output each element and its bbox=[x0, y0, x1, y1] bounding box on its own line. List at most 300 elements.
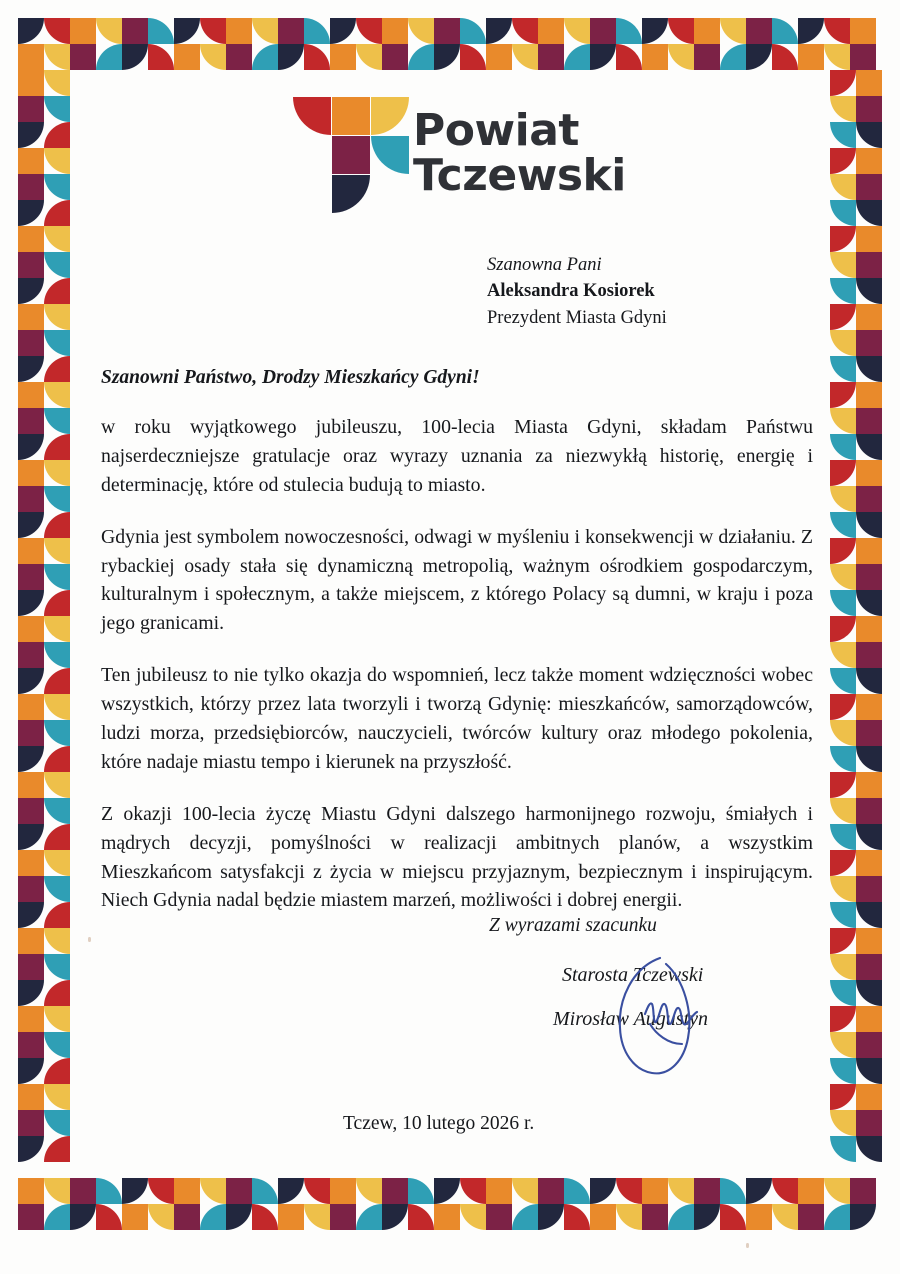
border-tile bbox=[44, 122, 70, 148]
border-tile bbox=[44, 1136, 70, 1162]
border-tile bbox=[18, 564, 44, 590]
border-tile bbox=[830, 1032, 856, 1058]
logo-tile bbox=[332, 97, 370, 135]
border-tile bbox=[18, 954, 44, 980]
border-tile bbox=[304, 1204, 330, 1230]
border-tile bbox=[830, 850, 856, 876]
border-tile bbox=[18, 434, 44, 460]
border-tile bbox=[616, 18, 642, 44]
border-tile bbox=[830, 330, 856, 356]
border-tile bbox=[856, 538, 882, 564]
border-tile bbox=[330, 18, 356, 44]
logo-tile bbox=[332, 136, 370, 174]
border-tile bbox=[746, 1204, 772, 1230]
border-tile bbox=[798, 1204, 824, 1230]
logo-mark-icon bbox=[293, 97, 393, 213]
border-tile bbox=[830, 824, 856, 850]
border-tile bbox=[720, 18, 746, 44]
border-tile bbox=[830, 408, 856, 434]
border-tile bbox=[830, 252, 856, 278]
border-tile bbox=[44, 1178, 70, 1204]
addressee-name: Aleksandra Kosiorek bbox=[487, 281, 655, 302]
border-tile bbox=[564, 1178, 590, 1204]
paragraph: Z okazji 100-lecia życzę Miastu Gdyni dalszego harmonijnego rozwoju, śmiałych i mądrych decyzji, pomyślności w realizacji ambitnych planów, a wszystkim Mieszkańcom satysfakcji z życia w miejscu przyjaznym, bezpiecznym i inspirującym. Niech Gdynia nadal będzie miastem marzeń, możliwości i dobrej energii. bbox=[101, 802, 813, 912]
addressee-title: Prezydent Miasta Gdyni bbox=[487, 307, 667, 328]
paragraph: Gdynia jest symbolem nowoczesności, odwagi w myśleniu i konsekwencji w działaniu. Z rybackiej osady stała się dynamiczną metropolią, ważnym ośrodkiem gospodarczym, kulturalnym i społecznym, a także miejscem, z którego Polacy są dumni, w kraju i poza jego granicami. bbox=[101, 525, 813, 635]
border-tile bbox=[44, 226, 70, 252]
border-tile bbox=[44, 330, 70, 356]
border-tile bbox=[70, 44, 96, 70]
border-tile bbox=[856, 512, 882, 538]
border-tile bbox=[856, 382, 882, 408]
border-tile bbox=[252, 1204, 278, 1230]
border-tile bbox=[382, 1204, 408, 1230]
border-tile bbox=[304, 18, 330, 44]
border-tile bbox=[830, 382, 856, 408]
border-tile bbox=[856, 1006, 882, 1032]
border-tile bbox=[200, 44, 226, 70]
border-tile bbox=[856, 746, 882, 772]
border-tile bbox=[460, 1204, 486, 1230]
border-tile bbox=[200, 1178, 226, 1204]
border-tile bbox=[304, 44, 330, 70]
border-tile bbox=[564, 1204, 590, 1230]
border-tile bbox=[18, 772, 44, 798]
border-tile bbox=[44, 148, 70, 174]
border-tile bbox=[856, 1136, 882, 1162]
border-tile bbox=[44, 902, 70, 928]
border-tile bbox=[668, 44, 694, 70]
border-tile bbox=[830, 356, 856, 382]
border-tile bbox=[44, 616, 70, 642]
border-tile bbox=[830, 122, 856, 148]
border-tile bbox=[694, 44, 720, 70]
border-tile bbox=[44, 1058, 70, 1084]
border-tile bbox=[856, 460, 882, 486]
border-tile bbox=[642, 44, 668, 70]
border-tile bbox=[460, 1178, 486, 1204]
border-tile bbox=[486, 1204, 512, 1230]
border-tile bbox=[356, 44, 382, 70]
border-tile bbox=[434, 1204, 460, 1230]
border-tile bbox=[538, 18, 564, 44]
border-tile bbox=[44, 44, 70, 70]
border-tile bbox=[18, 382, 44, 408]
border-tile bbox=[856, 928, 882, 954]
border-tile bbox=[824, 44, 850, 70]
border-tile bbox=[590, 44, 616, 70]
border-tile bbox=[18, 356, 44, 382]
border-tile bbox=[830, 1006, 856, 1032]
border-tile bbox=[44, 512, 70, 538]
border-tile bbox=[512, 1204, 538, 1230]
border-tile bbox=[856, 356, 882, 382]
border-tile bbox=[824, 1204, 850, 1230]
border-tile bbox=[850, 1204, 876, 1230]
border-tile bbox=[226, 44, 252, 70]
border-tile bbox=[486, 18, 512, 44]
border-tile bbox=[18, 174, 44, 200]
border-tile bbox=[174, 18, 200, 44]
border-tile bbox=[830, 460, 856, 486]
paragraph: Ten jubileusz to nie tylko okazja do wspomnień, lecz także moment wdzięczności wobec wszystkich, którzy przez lata tworzyli i tworzą Gdynię: mieszkańców, samorządowców, ludzi morza, przedsiębiorców, nauczycieli, twórców kultury oraz młodego pokolenia, które nadaje miastu tempo i kierunek na przyszłość. bbox=[101, 664, 813, 773]
border-tile bbox=[856, 954, 882, 980]
border-tile bbox=[642, 1178, 668, 1204]
border-tile bbox=[830, 590, 856, 616]
border-tile bbox=[18, 1136, 44, 1162]
border-tile bbox=[694, 1178, 720, 1204]
border-tile bbox=[96, 1204, 122, 1230]
border-tile bbox=[694, 18, 720, 44]
powiat-tczewski-logo bbox=[293, 97, 626, 213]
border-tile bbox=[856, 1084, 882, 1110]
border-tile bbox=[830, 564, 856, 590]
border-tile bbox=[18, 408, 44, 434]
border-tile bbox=[830, 928, 856, 954]
border-tile bbox=[44, 824, 70, 850]
border-tile bbox=[720, 1204, 746, 1230]
border-tile bbox=[772, 18, 798, 44]
border-tile bbox=[856, 1110, 882, 1136]
border-tile bbox=[18, 252, 44, 278]
border-tile bbox=[830, 980, 856, 1006]
border-tile bbox=[856, 720, 882, 746]
border-tile bbox=[830, 1136, 856, 1162]
border-tile bbox=[830, 96, 856, 122]
border-tile bbox=[856, 226, 882, 252]
border-tile bbox=[18, 746, 44, 772]
border-tile bbox=[304, 1178, 330, 1204]
border-tile bbox=[668, 1178, 694, 1204]
border-tile bbox=[830, 200, 856, 226]
border-tile bbox=[830, 278, 856, 304]
border-tile bbox=[356, 1178, 382, 1204]
border-tile bbox=[434, 44, 460, 70]
border-tile bbox=[44, 720, 70, 746]
border-tile bbox=[18, 538, 44, 564]
border-tile bbox=[830, 616, 856, 642]
border-tile bbox=[512, 18, 538, 44]
border-tile bbox=[856, 668, 882, 694]
border-tile bbox=[564, 44, 590, 70]
border-tile bbox=[830, 304, 856, 330]
border-tile bbox=[830, 434, 856, 460]
border-tile bbox=[18, 1058, 44, 1084]
border-tile bbox=[278, 18, 304, 44]
border-tile bbox=[850, 18, 876, 44]
border-tile bbox=[538, 1178, 564, 1204]
scan-artifact bbox=[88, 937, 91, 942]
border-tile bbox=[512, 1178, 538, 1204]
border-tile bbox=[44, 96, 70, 122]
border-tile bbox=[44, 876, 70, 902]
border-tile bbox=[18, 850, 44, 876]
border-tile bbox=[18, 642, 44, 668]
border-tile bbox=[44, 538, 70, 564]
border-tile bbox=[830, 720, 856, 746]
border-tile bbox=[830, 772, 856, 798]
border-tile bbox=[44, 590, 70, 616]
border-tile bbox=[252, 44, 278, 70]
border-tile bbox=[44, 382, 70, 408]
border-tile bbox=[856, 824, 882, 850]
border-tile bbox=[720, 1178, 746, 1204]
border-tile bbox=[18, 304, 44, 330]
border-tile bbox=[486, 1178, 512, 1204]
border-tile bbox=[642, 1204, 668, 1230]
logo-tile bbox=[371, 136, 409, 174]
border-tile bbox=[356, 18, 382, 44]
border-tile bbox=[226, 18, 252, 44]
border-tile bbox=[44, 18, 70, 44]
border-tile bbox=[278, 1204, 304, 1230]
border-tile bbox=[18, 616, 44, 642]
border-tile bbox=[850, 1178, 876, 1204]
border-tile bbox=[18, 902, 44, 928]
border-tile bbox=[174, 44, 200, 70]
border-tile bbox=[18, 122, 44, 148]
logo-tile bbox=[293, 97, 331, 135]
border-tile bbox=[668, 18, 694, 44]
border-tile bbox=[70, 18, 96, 44]
logo-wordmark bbox=[413, 105, 626, 201]
border-tile bbox=[856, 902, 882, 928]
border-tile bbox=[44, 1204, 70, 1230]
border-tile bbox=[148, 44, 174, 70]
border-tile bbox=[830, 512, 856, 538]
border-tile bbox=[200, 18, 226, 44]
border-tile bbox=[252, 1178, 278, 1204]
border-tile bbox=[830, 486, 856, 512]
border-tile bbox=[460, 18, 486, 44]
border-tile bbox=[856, 486, 882, 512]
border-tile bbox=[798, 44, 824, 70]
border-tile bbox=[148, 1204, 174, 1230]
border-tile bbox=[830, 668, 856, 694]
border-tile bbox=[772, 1204, 798, 1230]
border-tile bbox=[382, 18, 408, 44]
border-tile bbox=[44, 1032, 70, 1058]
border-tile bbox=[330, 1204, 356, 1230]
border-tile bbox=[486, 44, 512, 70]
border-tile bbox=[856, 148, 882, 174]
border-tile bbox=[382, 1178, 408, 1204]
border-tile bbox=[44, 980, 70, 1006]
border-tile bbox=[830, 1058, 856, 1084]
border-tile bbox=[850, 44, 876, 70]
letter-body bbox=[101, 413, 813, 915]
border-tile bbox=[772, 1178, 798, 1204]
border-tile bbox=[96, 44, 122, 70]
border-tile bbox=[148, 18, 174, 44]
border-tile bbox=[590, 18, 616, 44]
border-tile bbox=[122, 1178, 148, 1204]
border-tile bbox=[856, 798, 882, 824]
border-tile bbox=[330, 44, 356, 70]
border-tile bbox=[824, 1178, 850, 1204]
border-tile bbox=[856, 850, 882, 876]
paragraph: w roku wyjątkowego jubileuszu, 100-lecia Miasta Gdyni, składam Państwu najserdeczniejsze gratulacje oraz wyrazy uznania za niezwykłą historię, energię i determinację, które od stulecia budują to miasto. bbox=[101, 416, 813, 496]
border-tile bbox=[18, 980, 44, 1006]
border-tile bbox=[856, 408, 882, 434]
border-tile bbox=[44, 278, 70, 304]
border-tile bbox=[564, 18, 590, 44]
border-tile bbox=[616, 1204, 642, 1230]
border-tile bbox=[830, 174, 856, 200]
border-tile bbox=[226, 1178, 252, 1204]
border-tile bbox=[18, 18, 44, 44]
border-tile bbox=[70, 1204, 96, 1230]
border-tile bbox=[856, 980, 882, 1006]
border-tile bbox=[856, 772, 882, 798]
border-tile bbox=[44, 798, 70, 824]
border-tile bbox=[830, 226, 856, 252]
border-tile bbox=[18, 876, 44, 902]
border-tile bbox=[460, 44, 486, 70]
closing-phrase: Z wyrazami szacunku bbox=[489, 915, 657, 936]
border-tile bbox=[148, 1178, 174, 1204]
border-tile bbox=[856, 174, 882, 200]
border-tile bbox=[18, 1178, 44, 1204]
border-tile bbox=[44, 252, 70, 278]
border-tile bbox=[252, 18, 278, 44]
border-tile bbox=[44, 642, 70, 668]
border-tile bbox=[44, 1084, 70, 1110]
border-tile bbox=[18, 668, 44, 694]
border-tile bbox=[18, 1006, 44, 1032]
addressee-honorific: Szanowna Pani bbox=[487, 255, 602, 275]
border-tile bbox=[746, 44, 772, 70]
border-tile bbox=[856, 876, 882, 902]
border-tile bbox=[856, 70, 882, 96]
border-tile bbox=[44, 1110, 70, 1136]
border-tile bbox=[44, 928, 70, 954]
border-tile bbox=[44, 356, 70, 382]
border-tile bbox=[44, 954, 70, 980]
border-tile bbox=[44, 174, 70, 200]
border-tile bbox=[330, 1178, 356, 1204]
border-tile bbox=[44, 564, 70, 590]
border-tile bbox=[590, 1178, 616, 1204]
border-tile bbox=[278, 44, 304, 70]
border-tile bbox=[824, 18, 850, 44]
border-tile bbox=[44, 304, 70, 330]
border-tile bbox=[830, 1110, 856, 1136]
border-tile bbox=[18, 824, 44, 850]
border-tile bbox=[18, 720, 44, 746]
border-tile bbox=[830, 538, 856, 564]
border-tile bbox=[356, 1204, 382, 1230]
border-tile bbox=[18, 226, 44, 252]
border-tile bbox=[830, 694, 856, 720]
border-tile bbox=[830, 954, 856, 980]
border-tile bbox=[856, 304, 882, 330]
border-tile bbox=[44, 408, 70, 434]
salutation: Szanowni Państwo, Drodzy Mieszkańcy Gdyni! bbox=[101, 367, 480, 388]
border-tile bbox=[856, 616, 882, 642]
border-tile bbox=[18, 278, 44, 304]
logo-tile bbox=[332, 175, 370, 213]
border-tile bbox=[434, 1178, 460, 1204]
border-tile bbox=[122, 44, 148, 70]
border-tile bbox=[856, 330, 882, 356]
border-tile bbox=[830, 746, 856, 772]
border-tile bbox=[408, 44, 434, 70]
border-tile bbox=[44, 850, 70, 876]
border-tile bbox=[856, 434, 882, 460]
border-tile bbox=[18, 590, 44, 616]
border-tile bbox=[382, 44, 408, 70]
border-tile bbox=[174, 1178, 200, 1204]
border-tile bbox=[18, 1110, 44, 1136]
border-tile bbox=[798, 18, 824, 44]
border-tile bbox=[616, 1178, 642, 1204]
border-tile bbox=[798, 1178, 824, 1204]
signatory-name: Mirosław Augustyn bbox=[553, 1008, 709, 1030]
logo-tile bbox=[371, 97, 409, 135]
border-tile bbox=[830, 148, 856, 174]
border-tile bbox=[830, 902, 856, 928]
border-tile bbox=[18, 798, 44, 824]
border-tile bbox=[856, 278, 882, 304]
border-tile bbox=[96, 1178, 122, 1204]
border-tile bbox=[408, 18, 434, 44]
border-tile bbox=[856, 200, 882, 226]
border-tile bbox=[830, 798, 856, 824]
border-tile bbox=[668, 1204, 694, 1230]
signatory-role: Starosta Tczewski bbox=[562, 964, 704, 986]
border-tile bbox=[772, 44, 798, 70]
border-tile bbox=[856, 96, 882, 122]
border-tile bbox=[18, 1204, 44, 1230]
border-tile bbox=[18, 694, 44, 720]
border-tile bbox=[616, 44, 642, 70]
border-tile bbox=[18, 200, 44, 226]
border-tile bbox=[856, 252, 882, 278]
border-tile bbox=[44, 694, 70, 720]
border-tile bbox=[18, 512, 44, 538]
border-tile bbox=[200, 1204, 226, 1230]
border-tile bbox=[830, 876, 856, 902]
border-tile bbox=[856, 694, 882, 720]
border-tile bbox=[830, 70, 856, 96]
border-tile bbox=[746, 18, 772, 44]
date-line: Tczew, 10 lutego 2026 r. bbox=[343, 1113, 535, 1134]
border-tile bbox=[44, 668, 70, 694]
border-tile bbox=[18, 44, 44, 70]
border-tile bbox=[44, 772, 70, 798]
border-tile bbox=[642, 18, 668, 44]
border-tile bbox=[512, 44, 538, 70]
border-tile bbox=[830, 642, 856, 668]
border-tile bbox=[44, 486, 70, 512]
border-tile bbox=[408, 1204, 434, 1230]
border-tile bbox=[856, 122, 882, 148]
border-tile bbox=[18, 460, 44, 486]
border-tile bbox=[18, 928, 44, 954]
logo-line-2: Tczewski bbox=[413, 150, 626, 201]
border-tile bbox=[856, 590, 882, 616]
border-tile bbox=[44, 70, 70, 96]
border-tile bbox=[44, 1006, 70, 1032]
border-tile bbox=[590, 1204, 616, 1230]
border-tile bbox=[746, 1178, 772, 1204]
border-tile bbox=[18, 70, 44, 96]
border-tile bbox=[44, 460, 70, 486]
border-tile bbox=[44, 434, 70, 460]
border-tile bbox=[434, 18, 460, 44]
border-tile bbox=[18, 96, 44, 122]
